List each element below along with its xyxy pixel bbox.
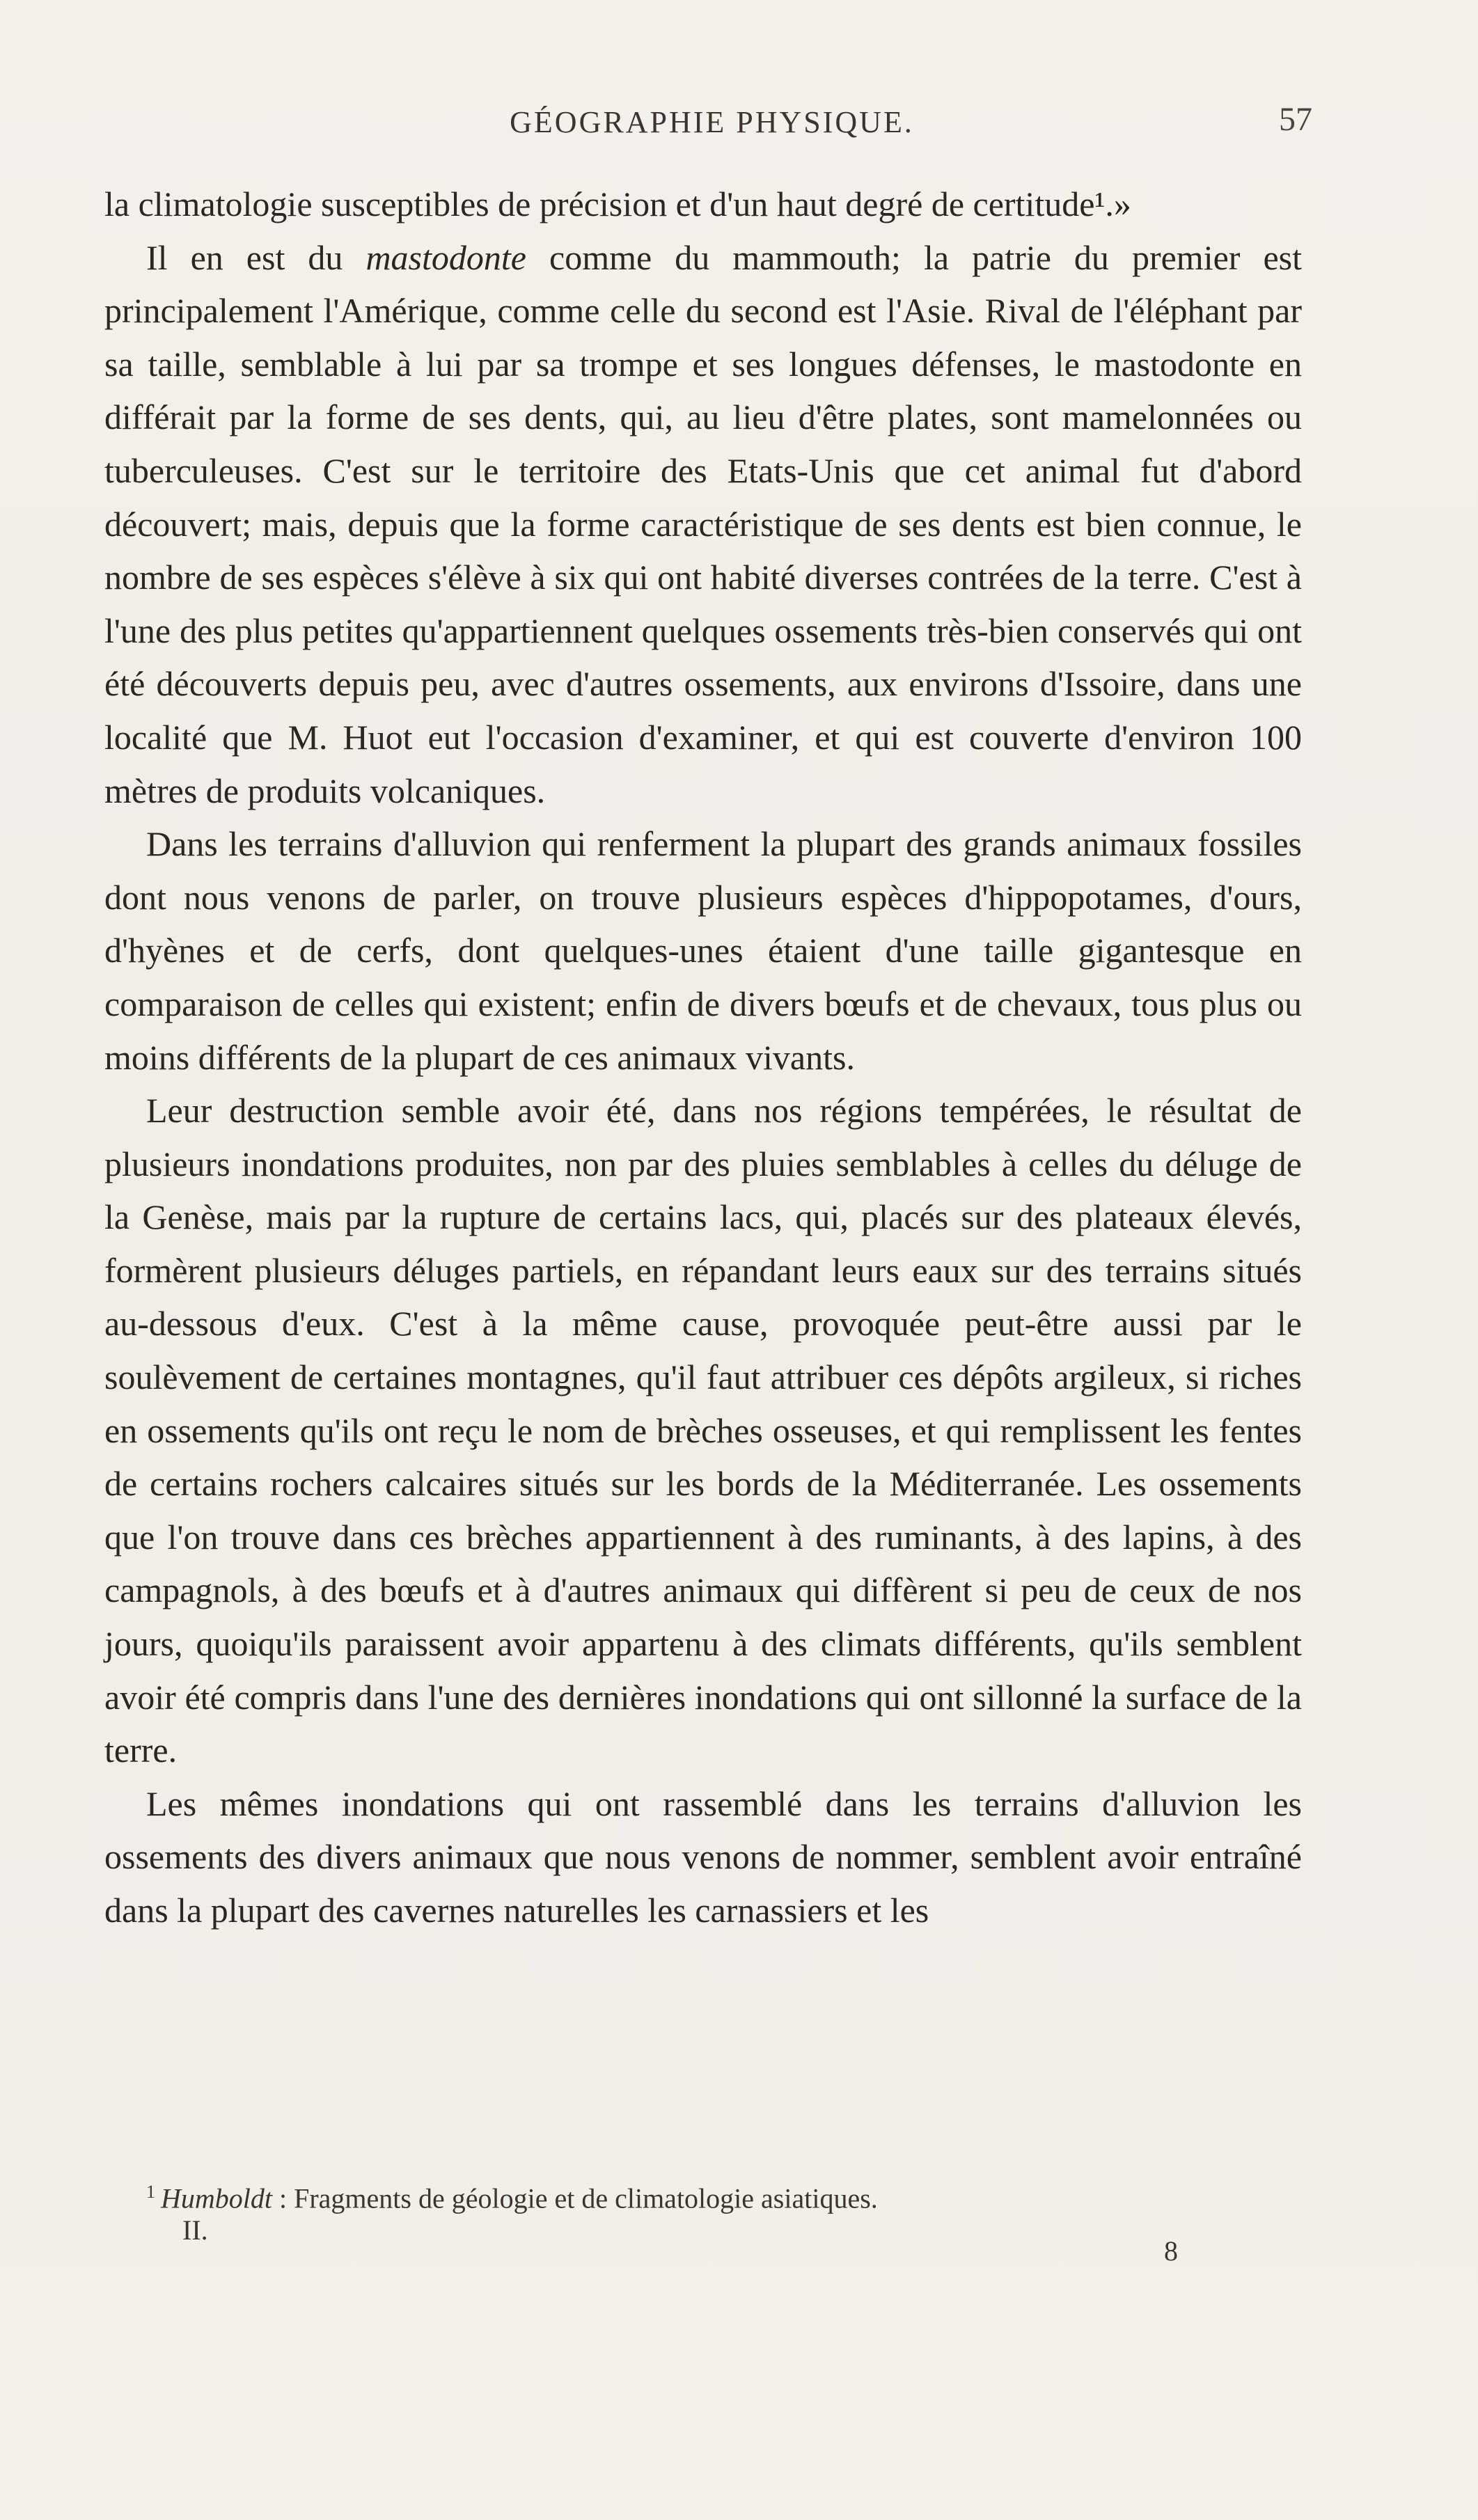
paragraph-inondations: [104, 1777, 1302, 1937]
footnote-marker: 1: [146, 2182, 155, 2202]
footnote: [146, 2175, 1316, 2215]
page-number: 57: [1279, 101, 1312, 138]
body-text: [104, 178, 1302, 1937]
paragraph-destruction: [104, 1084, 1302, 1777]
running-head: [104, 101, 1319, 146]
footnote-text: : Fragments de géologie et de climatologie asiatiques.: [279, 2182, 878, 2214]
paragraph-text: Il en est du: [146, 237, 366, 277]
sheet-signature: 8: [1164, 2235, 1178, 2267]
footnote-author: Humboldt: [161, 2182, 272, 2214]
emphasis-word: mastodonte: [365, 237, 526, 277]
paragraph-alluvion: [104, 817, 1302, 1084]
running-title: GÉOGRAPHIE PHYSIQUE.: [510, 105, 914, 139]
paragraph-text: comme du mammouth; la patrie du premier est principalement l'Amérique, comme celle du second est l'Asie. Rival de l'éléphant par sa taille, semblable à lui par sa trompe et ses longues défenses, le mastodonte en différait par la forme de ses dents, qui, au lieu d'être plates, sont mamelonnées ou tuberculeuses. C'est sur le territoire des Etats-Unis que cet animal fut d'abord découvert; mais, depuis que la forme caractéristique de ses dents est bien connue, le nombre de ses espèces s'élève à six qui ont habité diverses contrées de la terre. C'est à l'une des plus petites qu'appartiennent quelques ossements très-bien conservés qui ont été découverts depuis peu, avec d'autres ossements, aux environs d'Issoire, dans une localité que M. Huot eut l'occasion d'examiner, et qui est couverte d'environ 100 mètres de produits volcaniques.: [104, 237, 1303, 810]
paragraph-text: Leur destruction semble avoir été, dans nos régions tempérées, le résultat de plusieurs inondations produites, non par des pluies semblables à celles du déluge de la Genèse, mais par la rupture de certains lacs, qui, placés sur des plateaux élevés, formèrent plusieurs déluges partiels, en répandant leurs eaux sur des terrains situés au-dessous d'eux. C'est à la même cause, provoquée peut-être aussi par le soulèvement de certaines montagnes, qu'il faut attribuer ces dépôts argileux, si riches en ossements qu'ils ont reçu le nom de brèches osseuses, et qui remplissent les fentes de certains rochers calcaires situés sur les bords de la Méditerranée. Les ossements que l'on trouve dans ces brèches appartiennent à des ruminants, à des lapins, à des campagnols, à des bœufs et à d'autres animaux qui diffèrent si peu de ceux de nos jours, quoiqu'ils paraissent avoir appartenu à des climats différents, qu'ils semblent avoir été compris dans l'une des dernières inondations qui ont sillonné la surface de la terre.: [104, 1091, 1302, 1770]
paragraph-mastodonte: [104, 231, 1302, 818]
paragraph-continuation: [104, 178, 1302, 231]
paragraph-text: Dans les terrains d'alluvion qui renferment la plupart des grands animaux fossiles dont nous venons de parler, on trouve plusieurs espèces d'hippopotames, d'ours, d'hyènes et de cerfs, dont quelques-unes étaient d'une taille gigantesque en comparaison de celles qui existent; enfin de divers bœufs et de chevaux, tous plus ou moins différents de la plupart de ces animaux vivants.: [104, 824, 1302, 1077]
volume-signature: II.: [182, 2214, 208, 2246]
paragraph-text: Les mêmes inondations qui ont rassemblé dans les terrains d'alluvion les ossements des divers animaux que nous venons de nommer, semblent avoir entraîné dans la plupart des cavernes naturelles les carnassiers et les: [104, 1783, 1302, 1930]
paragraph-text: la climatologie susceptibles de précision et d'un haut degré de certitude¹.»: [104, 184, 1131, 223]
